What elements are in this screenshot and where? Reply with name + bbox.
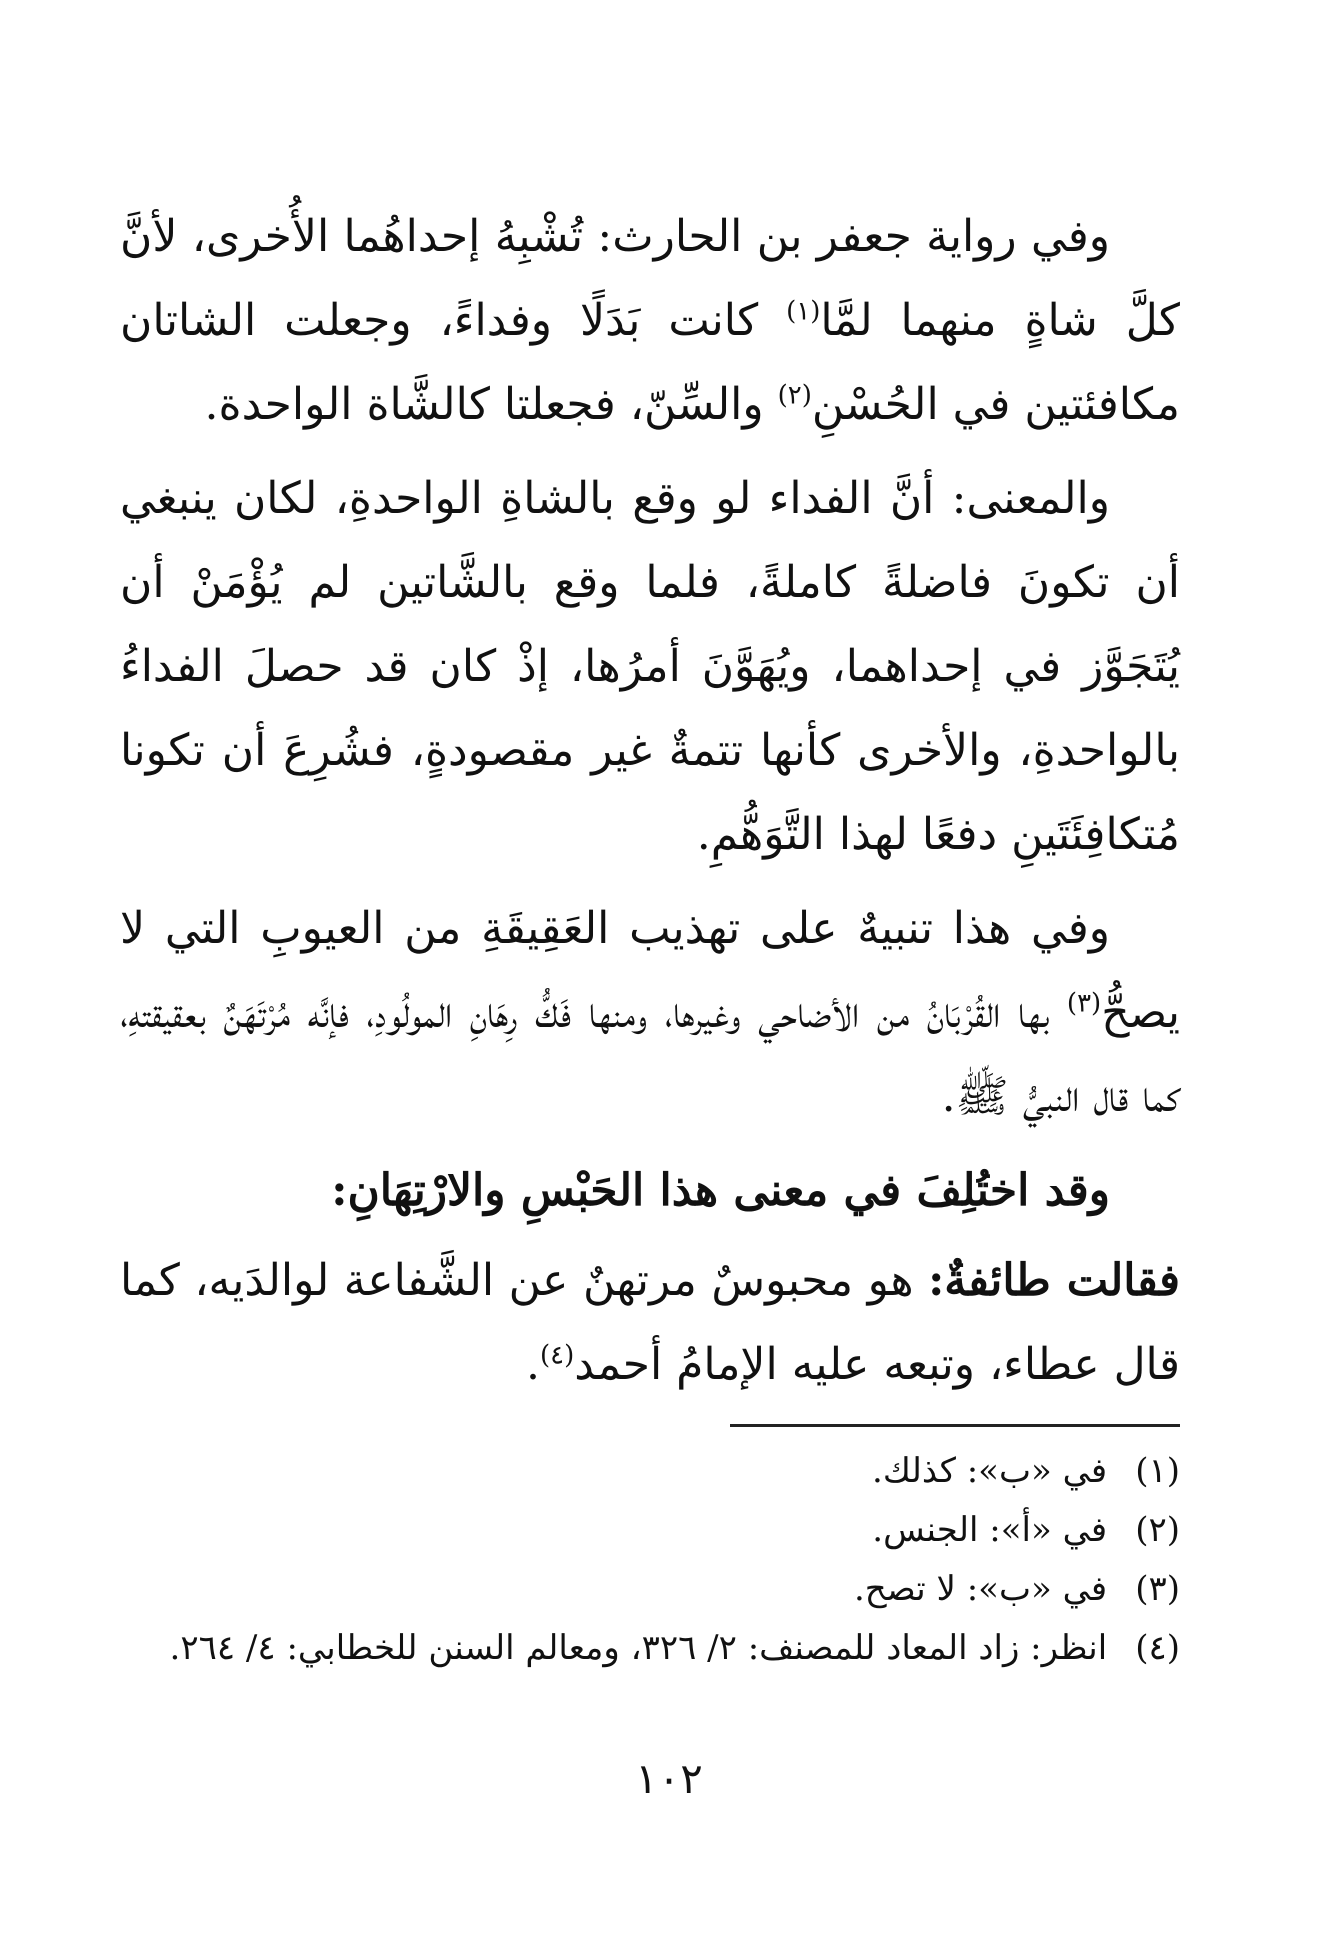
page-number: ١٠٢ <box>635 1754 703 1803</box>
paragraph-2-text: والمعنى: أنَّ الفداء لو وقع بالشاةِ الواحدةِ، لكان ينبغي أن تكونَ فاضلةً كاملةً، فلما وقع بالشَّاتين لم يُؤْمَنْ أن يُتَجَوَّز في إحداهما، ويُهَوَّنَ أمرُها، إذْ كان قد حصلَ الفداءُ بالواحدةِ، والأخرى كأنها تتمةٌ غير مقصودةٍ، فشُرِعَ أن تكونا مُتكافِئَتَينِ دفعًا لهذا التَّوَهُّمِ. <box>120 473 1180 860</box>
footnote-3 <box>120 1560 1180 1619</box>
page-body <box>120 195 1180 1417</box>
footnote-4-number: (٤) <box>1135 1628 1180 1668</box>
paragraph-1 <box>120 195 1180 447</box>
paragraph-4-text-2: . <box>525 1339 540 1390</box>
paragraph-3-text-1: وفي هذا تنبيهٌ على تهذيب العَقِيقَةِ من العيوبِ التي لا يصحُّ <box>120 903 1180 1038</box>
paragraph-1-text-1: وفي رواية جعفر بن الحارث: تُشْبِهُ إحداهُما الأُخرى، لأنَّ كلَّ شاةٍ منهما لمَّا <box>120 211 1180 346</box>
paragraph-3 <box>120 887 1180 1139</box>
footnote-ref-1[interactable]: (١) <box>786 296 821 327</box>
footnote-3-text: في «ب»: لا تصح. <box>854 1569 1108 1609</box>
footnote-3-number: (٣) <box>1135 1569 1180 1609</box>
footnotes-list <box>120 1442 1180 1678</box>
paragraph-4-lead: فقالت طائفةٌ: <box>928 1255 1180 1306</box>
paragraph-1-text-3: والسِّنّ، فجعلتا كالشَّاة الواحدة. <box>204 379 778 430</box>
paragraph-4 <box>120 1239 1180 1407</box>
footnote-2 <box>120 1501 1180 1560</box>
footnote-4-text: انظر: زاد المعاد للمصنف: ٢/ ٣٢٦، ومعالم السنن للخطابي: ٤/ ٢٦٤. <box>169 1628 1108 1668</box>
paragraph-1-text-2: كانت بَدَلًا وفداءً، وجعلت الشاتان مكافئتين في الحُسْنِ <box>120 295 1180 430</box>
footnote-1 <box>120 1442 1180 1501</box>
paragraph-3-text-2: بها القُرْبَانُ من الأضاحي وغيرها، ومنها فَكُّ رِهَانِ المولُودِ، فإنَّه مُرْتَهَنٌ بعقيقتهِ، كما قال النبيُّ ﷺ. <box>120 987 1180 1122</box>
paragraph-2 <box>120 457 1180 877</box>
footnote-2-number: (٢) <box>1135 1510 1180 1550</box>
footnote-1-text: في «ب»: كذلك. <box>872 1451 1108 1491</box>
footnote-divider <box>730 1424 1180 1427</box>
section-heading: وقد اختُلِفَ في معنى هذا الحَبْسِ والارْتِهَانِ: <box>331 1165 1110 1216</box>
footnote-ref-2[interactable]: (٢) <box>777 380 812 411</box>
footnote-ref-4[interactable]: (٤) <box>539 1340 575 1371</box>
footnote-1-number: (١) <box>1135 1451 1180 1491</box>
footnote-2-text: في «أ»: الجنس. <box>872 1510 1108 1550</box>
footnote-ref-3[interactable]: (٣) <box>1066 988 1102 1019</box>
footnote-4 <box>120 1619 1180 1678</box>
paragraph-4-text-1: هو محبوسٌ مرتهنٌ عن الشَّفاعة لوالدَيه، كما قال عطاء، وتبعه عليه الإمامُ أحمد <box>120 1255 1180 1390</box>
